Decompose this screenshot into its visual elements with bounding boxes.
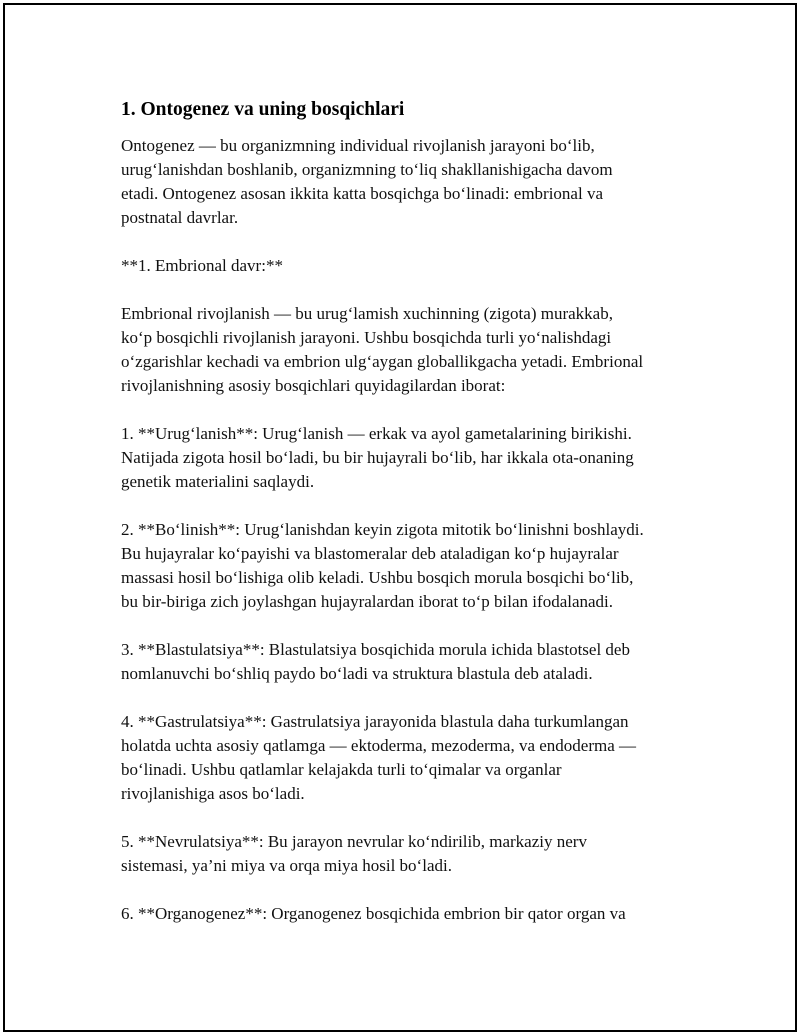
paragraph-item-1 (121, 422, 721, 494)
text-line: holatda uchta asosiy qatlamga — ektoderma, mezoderma, va endoderma — (121, 736, 637, 755)
paragraph-item-2 (121, 518, 721, 614)
text-line: genetik materialini saqlaydi. (121, 472, 315, 491)
text-line: bu bir-biriga zich joylashgan hujayralardan iborat to‘p bilan ifodalanadi. (121, 592, 614, 611)
text-line: rivojlanishning asosiy bosqichlari quyidagilardan iborat: (121, 376, 506, 395)
paragraph-item-3 (121, 638, 721, 686)
paragraph-intro (121, 134, 721, 230)
text-line: sistemasi, ya’ni miya va orqa miya hosil bo‘ladi. (121, 856, 452, 875)
paragraph-item-6 (121, 902, 721, 926)
text-line: Natijada zigota hosil bo‘ladi, bu bir hujayrali bo‘lib, har ikkala ota-onaning (121, 448, 634, 467)
section-heading: 1. Ontogenez va uning bosqichlari (121, 99, 405, 120)
text-line: rivojlanishiga asos bo‘ladi. (121, 784, 305, 803)
text-line: urug‘lanishdan boshlanib, organizmning to‘liq shakllanishigacha davom (121, 160, 613, 179)
document-body (121, 98, 721, 950)
page-frame (3, 3, 797, 1032)
text-line: postnatal davrlar. (121, 208, 239, 227)
text-line: Ontogenez — bu organizmning individual rivojlanish jarayoni bo‘lib, (121, 136, 595, 155)
paragraph-item-4 (121, 710, 721, 806)
text-line: massasi hosil bo‘lishiga olib keladi. Ushbu bosqich morula bosqichi bo‘lib, (121, 568, 634, 587)
text-line: etadi. Ontogenez asosan ikkita katta bosqichga bo‘linadi: embrional va (121, 184, 603, 203)
text-line: 1. **Urug‘lanish**: Urug‘lanish — erkak va ayol gametalarining birikishi. (121, 424, 632, 443)
paragraph-subheading (121, 254, 721, 278)
text-line: 4. **Gastrulatsiya**: Gastrulatsiya jarayonida blastula daha turkumlangan (121, 712, 629, 731)
text-line: 2. **Bo‘linish**: Urug‘lanishdan keyin zigota mitotik bo‘linishni boshlaydi. (121, 520, 644, 539)
text-line: 5. **Nevrulatsiya**: Bu jarayon nevrular ko‘ndirilib, markaziy nerv (121, 832, 587, 851)
text-line: nomlanuvchi bo‘shliq paydo bo‘ladi va struktura blastula deb ataladi. (121, 664, 593, 683)
paragraph-embryonic (121, 302, 721, 398)
text-line: bo‘linadi. Ushbu qatlamlar kelajakda turli to‘qimalar va organlar (121, 760, 562, 779)
text-line: 6. **Organogenez**: Organogenez bosqichida embrion bir qator organ va (121, 904, 626, 923)
text-line: o‘zgarishlar kechadi va embrion ulg‘aygan globallikgacha yetadi. Embrional (121, 352, 644, 371)
text-line: **1. Embrional davr:** (121, 256, 283, 275)
text-line: Bu hujayralar ko‘payishi va blastomeralar deb ataladigan ko‘p hujayralar (121, 544, 619, 563)
text-line: 3. **Blastulatsiya**: Blastulatsiya bosqichida morula ichida blastotsel deb (121, 640, 630, 659)
text-line: Embrional rivojlanish — bu urug‘lamish xuchinning (zigota) murakkab, (121, 304, 613, 323)
paragraph-item-5 (121, 830, 721, 878)
text-line: ko‘p bosqichli rivojlanish jarayoni. Ushbu bosqichda turli yo‘nalishdagi (121, 328, 612, 347)
